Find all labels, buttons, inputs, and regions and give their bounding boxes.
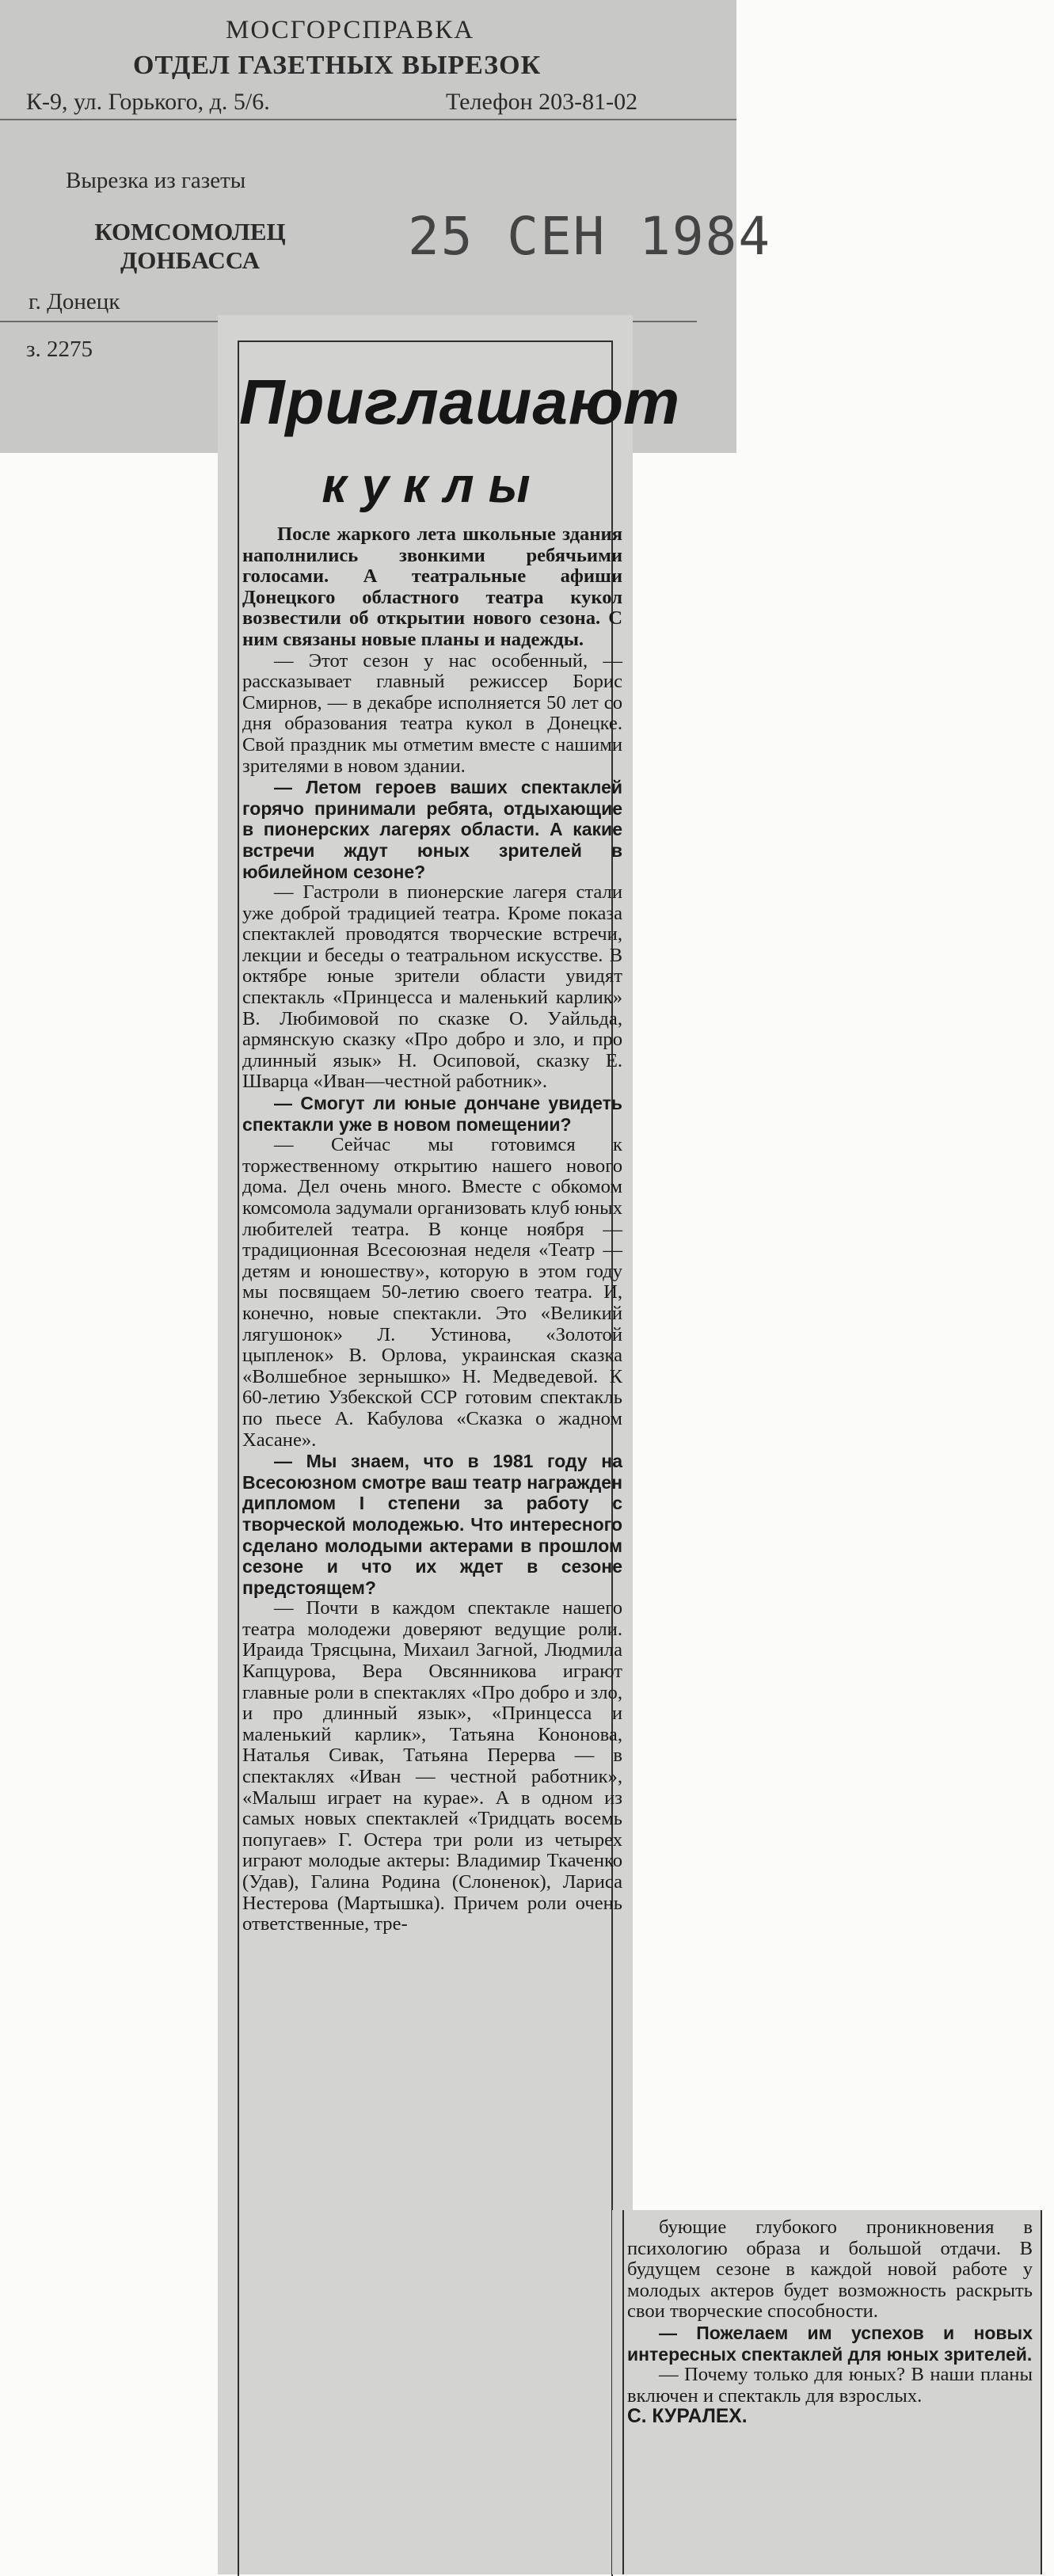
article-paragraph: — Гастроли в пионерские лагеря стали уже доброй традицией театра. Кроме показа спектаклей проводятся творческие встречи, лекции и беседы о театральном искусстве. В октябре юные зрители области увидят спектакль «Принцесса и маленький карлик» В. Любимовой по сказке О. Уайльда, армянскую сказку «Про добро и зло, и про длинный язык» Н. Осиповой, сказку Е. Шварца «Иван—честной работник». [242, 881, 622, 1093]
address: К-9, ул. Горького, д. 5/6. [26, 89, 270, 115]
phone: Телефон 203-81-02 [446, 89, 638, 115]
interview-question: — Летом героев ваших спектаклей горячо принимали ребята, отдыхающие в пионерских лагерях области. А какие встречи ждут юных зрителей в юбилейном сезоне? [242, 777, 622, 882]
article-body [242, 524, 622, 1935]
author-signature: С. КУРАЛЕХ. [627, 2406, 748, 2428]
article-paragraph: — Этот сезон у нас особенный, — рассказывает главный режиссер Борис Смирнов, — в декабре исполняется 50 лет со дня образования театра кукол в Донецке. Свой праздник мы отметим вместе с нашими зрителями в новом здании. [242, 649, 622, 777]
article-paragraph: бующие глубокого проникновения в психологию образа и большой отдачи. В будущем сезоне в каждой новой работе у молодых актеров будет возможность раскрыть свои творческие способности. [627, 2216, 1033, 2323]
newspaper-name: КОМСОМОЛЕЦ ДОНБАССА [94, 218, 286, 274]
article-paragraph: — Почему только для юных? В наши планы включен и спектакль для взрослых. [627, 2364, 1033, 2407]
date-stamp: 25 СЕН 1984 [408, 206, 772, 267]
agency-name: МОСГОРСПРАВКА [226, 16, 475, 44]
divider [0, 119, 736, 120]
address-line [26, 89, 638, 116]
interview-question: — Смогут ли юные дончане увидеть спектакли уже в новом помещении? [242, 1093, 622, 1135]
article-title-line1: Приглашают [239, 367, 681, 437]
clipping-from-label: Вырезка из газеты [66, 168, 246, 193]
order-number: з. 2275 [26, 337, 93, 362]
article-body-continuation [627, 2217, 1033, 2428]
city: г. Донецк [29, 289, 120, 314]
article-title-line2: куклы [322, 459, 545, 513]
interview-question: — Пожелаем им успехов и новых интересных спектаклей для юных зрителей. [627, 2322, 1033, 2365]
article-paragraph: После жаркого лета школьные здания наполнились звонкими ребячьими голосами. А театральные афиши Донецкого областного театра кукол возвестили об открытии нового сезона. С ним связаны новые планы и надежды. [242, 523, 622, 650]
department-name: ОТДЕЛ ГАЗЕТНЫХ ВЫРЕЗОК [133, 51, 542, 80]
article-paragraph: — Почти в каждом спектакле нашего театра молодежи доверяют ведущие роли. Ираида Трясцына, Михаил Загной, Людмила Капцурова, Вера Овсянникова играют главные роли в спектаклях «Про добро и зло, и про длинный язык», «Принцесса и маленький карлик», Татьяна Кононова, Наталья Сивак, Татьяна Перерва — в спектаклях «Иван — честной работник», «Малыш играет на курае». А в одном из самых новых спектаклей «Тридцать восемь попугаев» Г. Остера три роли из четырех играют молодые актеры: Владимир Ткаченко (Удав), Галина Родина (Слоненок), Лариса Нестерова (Мартышка). Причем роли очень ответственные, тре- [242, 1597, 622, 1935]
article-paragraph: — Сейчас мы готовимся к торжественному открытию нашего нового дома. Дел очень много. Вместе с обкомом комсомола задумали организовать клуб юных любителей театра. В конце ноября — традиционная Всесоюзная неделя «Театр — детям и юношеству», которую в этом году мы посвящаем 50-летию своего театра. И, конечно, новые спектакли. Это «Великий лягушонок» Л. Устинова, «Золотой цыпленок» В. Орлова, украинская сказка «Волшебное зернышко» Н. Медведевой. К 60-летию Узбекской ССР готовим спектакль по пьесе А. Кабулова «Сказка о жадном Хасане». [242, 1134, 622, 1451]
interview-question: — Мы знаем, что в 1981 году на Всесоюзном смотре ваш театр награжден дипломом I степени за работу с творческой молодежью. Что интересного сделано молодыми актерами в прошлом сезоне и что их ждет в сезоне предстоящем? [242, 1451, 622, 1598]
